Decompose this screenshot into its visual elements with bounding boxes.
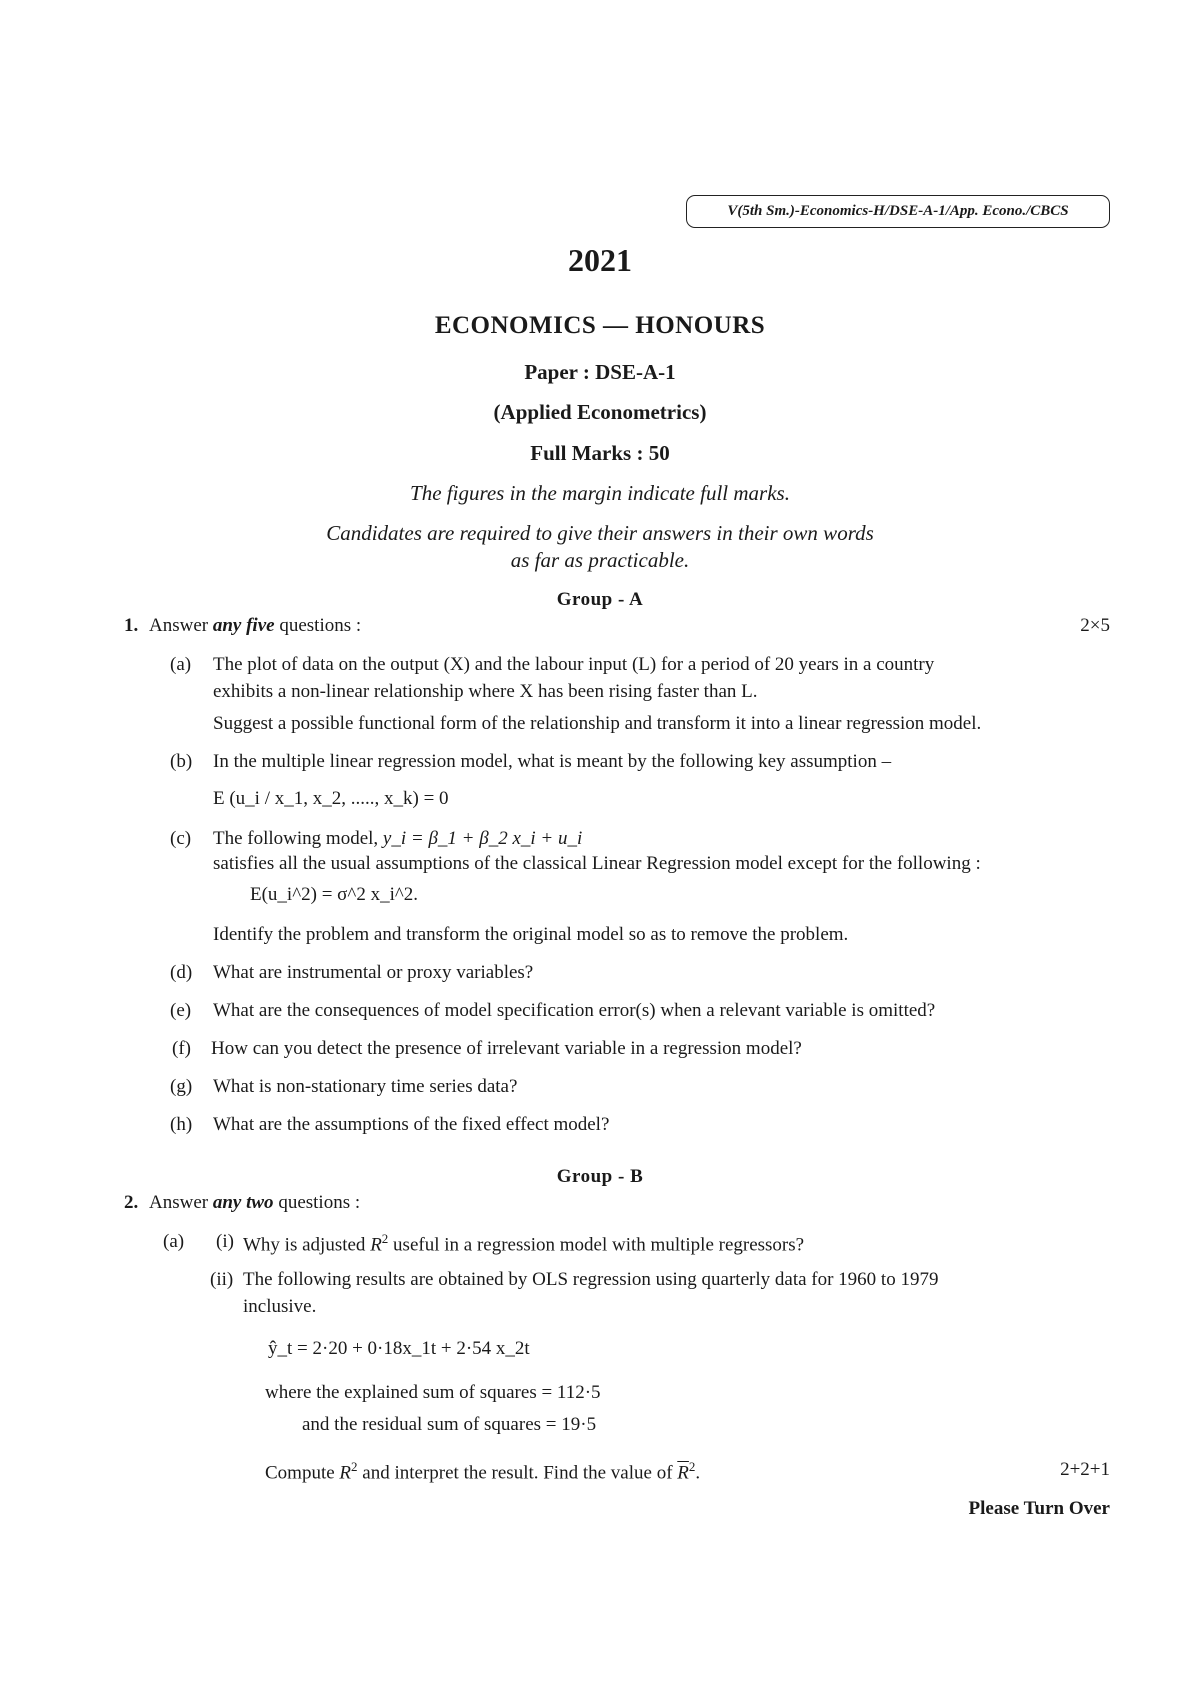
- item-c-formula2: E(u_i^2) = σ^2 x_i^2.: [250, 884, 419, 905]
- item-a-line2: exhibits a non-linear relationship where X has been rising faster than L.: [213, 681, 758, 702]
- subitem-label: (i): [216, 1231, 234, 1252]
- item-c-line2: satisfies all the usual assumptions of the classical Linear Regression model except for the following :: [213, 853, 981, 874]
- item-label: (b): [170, 751, 193, 772]
- item-g-text: What is non-stationary time series data?: [213, 1076, 518, 1097]
- item-h-text: What are the assumptions of the fixed effect model?: [213, 1114, 610, 1135]
- emphasis: any five: [212, 615, 275, 636]
- regression-equation: ŷ_t = 2·20 + 0·18x_1t + 2·54 x_2t: [268, 1338, 530, 1359]
- group-b-title: Group - B: [556, 1166, 644, 1187]
- item-label: (d): [170, 962, 193, 983]
- item-f-text: How can you detect the presence of irrelevant variable in a regression model?: [211, 1038, 802, 1059]
- compute-instruction: Compute $R^2$ and interpret the result. Find the value of $\overline{R}^2$.: [265, 1459, 701, 1484]
- exam-year: 2021: [568, 242, 632, 278]
- item-label: (c): [170, 828, 192, 849]
- item-c-formula1: y_i = β_1 + β_2 x_i + u_i: [382, 828, 583, 849]
- item-label: (e): [170, 1000, 192, 1021]
- subitem-label: (ii): [210, 1269, 234, 1290]
- emphasis: any two: [212, 1192, 274, 1213]
- question-number: 1.: [124, 615, 139, 636]
- explained-ss: where the explained sum of squares = 112·5: [265, 1382, 601, 1403]
- subject-title: ECONOMICS — HONOURS: [434, 312, 766, 339]
- question-number: 2.: [124, 1192, 139, 1213]
- residual-ss: and the residual sum of squares = 19·5: [302, 1414, 597, 1435]
- paper-name: (Applied Econometrics): [493, 400, 707, 424]
- paper-code-box: [686, 195, 1110, 228]
- full-marks: Full Marks : 50: [530, 441, 670, 465]
- question-2a-marks: 2+2+1: [1060, 1459, 1110, 1480]
- subitem-i-text: Why is adjusted $R^2$ useful in a regression model with multiple regressors?: [243, 1231, 805, 1256]
- instruction-words-line2: as far as practicable.: [510, 548, 690, 572]
- item-a-line3: Suggest a possible functional form of the relationship and transform it into a linear regression model.: [213, 713, 982, 734]
- question-2: 2. Answer any two questions :: [124, 1192, 361, 1213]
- item-b-formula: E (u_i / x_1, x_2, ....., x_k) = 0: [213, 788, 449, 809]
- question-1-marks: 2×5: [1080, 615, 1110, 636]
- subitem-ii-line2: inclusive.: [243, 1296, 317, 1317]
- item-d-text: What are instrumental or proxy variables?: [213, 962, 534, 983]
- paper-code: V(5th Sm.)-Economics-H/DSE-A-1/App. Econo./CBCS: [727, 203, 1069, 219]
- question-1: 1. Answer any five questions :: [124, 615, 362, 636]
- item-c-line1: The following model, y_i = β_1 + β_2 x_i + u_i: [213, 828, 583, 849]
- group-a-title: Group - A: [556, 589, 644, 610]
- item-e-text: What are the consequences of model specification error(s) when a relevant variable is omitted?: [213, 1000, 936, 1021]
- item-label: (g): [170, 1076, 193, 1097]
- subitem-ii-line1: The following results are obtained by OLS regression using quarterly data for 1960 to 1979: [243, 1269, 939, 1290]
- item-label: (a): [170, 654, 192, 675]
- item-c-line3: Identify the problem and transform the original model so as to remove the problem.: [213, 924, 849, 945]
- paper-number: Paper : DSE-A-1: [524, 360, 676, 384]
- instruction-words-line1: Candidates are required to give their answers in their own words: [326, 521, 874, 545]
- item-label: (a): [163, 1231, 185, 1252]
- please-turn-over: Please Turn Over: [968, 1498, 1110, 1519]
- item-a-line1: The plot of data on the output (X) and the labour input (L) for a period of 20 years in a country: [213, 654, 935, 675]
- instruction-marks: The figures in the margin indicate full marks.: [410, 481, 790, 505]
- item-b-line1: In the multiple linear regression model, what is meant by the following key assumption –: [213, 751, 892, 772]
- item-label: (h): [170, 1114, 193, 1135]
- item-label: (f): [172, 1038, 191, 1059]
